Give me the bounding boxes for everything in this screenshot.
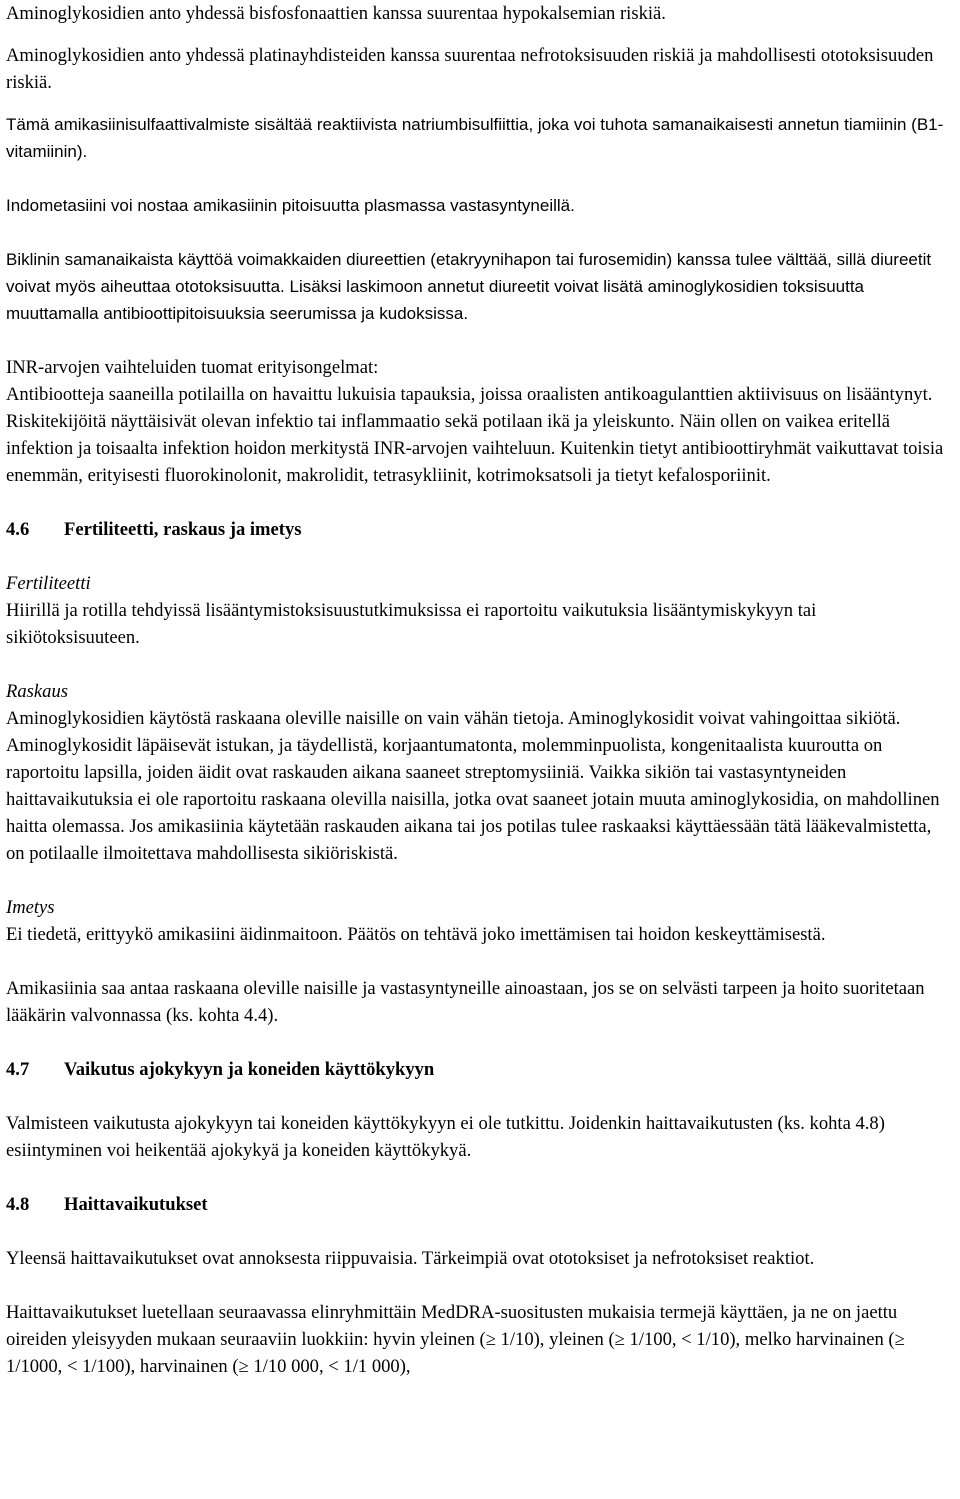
inr-title: INR-arvojen vaihteluiden tuomat erityisongelmat: [6, 357, 379, 378]
paragraph-adverse-frequency: Haittavaikutukset luetellaan seuraavassa elinryhmittäin MedDRA-suositusten mukaisia termejä käyttäen, ja ne on jaettu oireiden yleisyyden mukaan seuraaviin luokkiin: hyvin yleinen (≥ 1/10), yleinen (≥ 1/100, < 1/10), melko harvinainen (≥ 1/1000, < 1/100), harvinainen (≥ 1/10 000, < 1/1 000), [6, 1302, 905, 1377]
section-4-6-heading [6, 516, 954, 543]
fertility-subheading: Fertiliteetti [6, 573, 91, 594]
paragraph-thiamine: Tämä amikasiinisulfaattivalmiste sisältää reaktiivista natriumbisulfiittia, joka voi tuhota samanaikaisesti annetun tiamiinin (B1-vitamiinin). [6, 115, 944, 161]
section-title: Haittavaikutukset [64, 1194, 208, 1215]
section-number: 4.8 [6, 1194, 30, 1215]
paragraph-diuretics: Biklinin samanaikaista käyttöä voimakkaiden diureettien (etakryynihapon tai furosemidin) kanssa tulee välttää, sillä diureetit voivat myös aiheuttaa ototoksisuutta. Lisäksi laskimoon annetut diureetit voivat lisätä aminoglykosidien toksisuutta muuttamalla antibioottipitoisuuksia seerumissa ja kudoksissa. [6, 250, 932, 323]
paragraph-driving: Valmisteen vaikutusta ajokykyyn tai koneiden käyttökykyyn ei ole tutkittu. Joidenkin haittavaikutusten (ks. kohta 4.8) esiintyminen voi heikentää ajokykyä ja koneiden käyttökykyä. [6, 1113, 885, 1161]
section-4-7-heading [6, 1056, 954, 1083]
section-number: 4.6 [6, 519, 30, 540]
paragraph-pregnancy: Aminoglykosidien käytöstä raskaana oleville naisille on vain vähän tietoja. Aminoglykosidit voivat vahingoittaa sikiötä. Aminoglykosidit läpäisevät istukan, ja täydellistä, korjaantumatonta, molemminpuolista, kongenitaalista kuuroutta on raportoitu lapsilla, joiden äidit ovat raskauden aikana saaneet streptomysiiniä. Vaikka sikiön tai vastasyntyneiden haittavaikutuksia ei ole raportoitu raskaana olevilla naisilla, jotka ovat saaneet jotain muuta aminoglykosidia, on mahdollinen haitta olemassa. Jos amikasiinia käytetään raskauden aikana tai jos potilas tulee raskaaksi käyttäessään tätä lääkevalmistetta, on potilaalle ilmoitettava mahdollisesta sikiöriskistä. [6, 708, 940, 864]
paragraph-amikacin-use: Amikasiinia saa antaa raskaana oleville naisille ja vastasyntyneille ainoastaan, jos se on selvästi tarpeen ja hoito suoritetaan lääkärin valvonnassa (ks. kohta 4.4). [6, 978, 925, 1026]
section-number: 4.7 [6, 1059, 30, 1080]
paragraph-adverse-general: Yleensä haittavaikutukset ovat annoksesta riippuvaisia. Tärkeimpiä ovat ototoksiset ja nefrotoksiset reaktiot. [6, 1248, 815, 1269]
paragraph-platinum: Aminoglykosidien anto yhdessä platinayhdisteiden kanssa suurentaa nefrotoksisuuden riskiä ja mahdollisesti ototoksisuuden riskiä. [6, 45, 934, 93]
section-title: Fertiliteetti, raskaus ja imetys [64, 519, 302, 540]
paragraph-bisphosphonates: Aminoglykosidien anto yhdessä bisfosfonaattien kanssa suurentaa hypokalsemian riskiä. [6, 3, 666, 24]
lactation-subheading: Imetys [6, 897, 55, 918]
paragraph-indomethacin: Indometasiini voi nostaa amikasiinin pitoisuutta plasmassa vastasyntyneillä. [6, 196, 575, 215]
section-title: Vaikutus ajokykyyn ja koneiden käyttökykyyn [64, 1059, 435, 1080]
paragraph-lactation: Ei tiedetä, erittyykö amikasiini äidinmaitoon. Päätös on tehtävä joko imettämisen tai hoidon keskeyttämisestä. [6, 924, 826, 945]
pregnancy-subheading: Raskaus [6, 681, 68, 702]
paragraph-inr: Antibiootteja saaneilla potilailla on havaittu lukuisia tapauksia, joissa oraalisten antikoagulanttien aktiivisuus on lisääntynyt. Riskitekijöitä näyttäisivät olevan infektio tai inflammaatio sekä potilaan ikä ja yleiskunto. Näin ollen on vaikea eritellä infektion ja toisaalta infektion hoidon merkitystä INR-arvojen vaihteluun. Kuitenkin tietyt antibioottiryhmät vaikuttavat toisia enemmän, erityisesti fluorokinolonit, makrolidit, tetrasykliinit, kotrimoksatsoli ja tietyt kefalosporiinit. [6, 384, 944, 486]
section-4-8-heading [6, 1191, 954, 1218]
paragraph-fertility: Hiirillä ja rotilla tehdyissä lisääntymistoksisuustutkimuksissa ei raportoitu vaikutuksia lisääntymiskykyyn tai sikiötoksisuuteen. [6, 600, 817, 648]
